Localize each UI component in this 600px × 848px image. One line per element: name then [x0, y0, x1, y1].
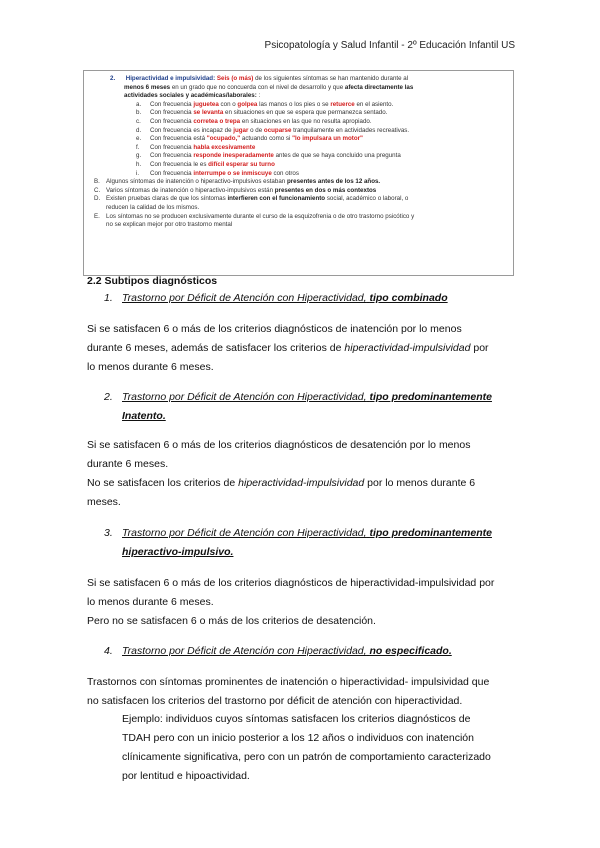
criteria-subitem: h. Con frecuencia le es difícil esperar su turno [136, 160, 275, 168]
criteria-subitem: c. Con frecuencia corretea o trepa en situaciones en las que no resulta apropiado. [136, 117, 372, 125]
criteria-subitem: f. Con frecuencia habla excesivamente [136, 143, 256, 151]
criteria-E-cont: no se explican mejor por otro trastorno mental [106, 221, 233, 229]
subtype-3-desc: Si se satisfacen 6 o más de los criterios diagnósticos de hiperactividad-impulsividad por lo menos durante 6 meses. Pero no se satisfacen 6 o más de los criterios de desatención. [87, 577, 495, 627]
subtype-3-title: 3. Trastorno por Déficit de Atención con Hiperactividad, tipo predominantemente hiperactivo-impulsivo. [104, 527, 492, 558]
criteria-item2-line1: 2. Hiperactividad e impulsividad: Seis (o más) de los siguientes síntomas se han mantenido durante al [110, 75, 409, 82]
criteria-image-box [83, 70, 514, 276]
criteria-item2-line3: actividades sociales y académicas/laborales: : [124, 92, 261, 100]
criteria-subitem: g. Con frecuencia responde inesperadamente antes de que se haya concluido una pregunta [136, 152, 401, 160]
subtype-2-title: 2. Trastorno por Déficit de Atención con Hiperactividad, tipo predominantemente Inatento. [104, 391, 492, 422]
criteria-subitem: a. Con frecuencia juguetea con o golpea las manos o los pies o se retuerce en el asiento. [136, 100, 394, 108]
criteria-E: E. Los síntomas no se producen exclusivamente durante el curso de la esquizofrenia o de otro trastorno psicótico y [94, 212, 415, 220]
page-header: Psicopatología y Salud Infantil - 2º Educación Infantil US [264, 40, 515, 51]
subtype-4-desc: Trastornos con síntomas prominentes de inatención o hiperactividad- impulsividad que no satisfacen los criterios del trastorno por déficit de atención con hiperactividad. [87, 676, 490, 707]
criteria-subitem: i. Con frecuencia interrumpe o se inmiscuye con otros [136, 169, 299, 177]
subtype-4-example: Ejemplo: individuos cuyos síntomas satisfacen los criterios diagnósticos de TDAH pero con un inicio posterior a los 12 años o individuos con inatención clínicamente significativa, pero con un patrón de comportamiento caracterizado por lentitud e hipoactividad. [122, 713, 491, 782]
subtype-1-desc: Si se satisfacen 6 o más de los criterios diagnósticos de inatención por lo menos durante 6 meses, además de satisfacer los criterios de hiperactividad-impulsividad por lo menos durante 6 meses. [87, 323, 489, 373]
criteria-subitem: d. Con frecuencia es incapaz de jugar o de ocuparse tranquilamente en actividades recreativas. [136, 126, 410, 134]
criteria-subitem: e. Con frecuencia está "ocupado," actuando como si "lo impulsara un motor" [136, 135, 363, 143]
criteria-D-cont: reducen la calidad de los mismos. [106, 203, 200, 211]
criteria-C: C. Varios síntomas de inatención o hiperactivo-impulsivos están presentes en dos o más contextos [94, 186, 377, 194]
section-heading: 2.2 Subtipos diagnósticos [87, 275, 218, 287]
criteria-D: D. Existen pruebas claras de que los síntomas interfieren con el funcionamiento social, académico o laboral, o [94, 195, 409, 203]
subtype-4-title: 4. Trastorno por Déficit de Atención con Hiperactividad, no especificado. [104, 645, 452, 657]
subtype-1-title: 1. Trastorno por Déficit de Atención con Hiperactividad, tipo combinado [104, 292, 448, 304]
criteria-item2-line2: menos 6 meses en un grado que no concuerda con el nivel de desarrollo y que afecta directamente las [124, 83, 414, 91]
criteria-B: B. Algunos síntomas de inatención o hiperactivo-impulsivos estaban presentes antes de los 12 años. [94, 178, 381, 186]
criteria-subitem: b. Con frecuencia se levanta en situaciones en que se espera que permanezca sentado. [136, 109, 388, 117]
subtype-2-desc: Si se satisfacen 6 o más de los criterios diagnósticos de desatención por lo menos durante 6 meses. No se satisfacen los criterios de hiperactividad-impulsividad por lo menos durante 6 meses. [87, 439, 476, 508]
